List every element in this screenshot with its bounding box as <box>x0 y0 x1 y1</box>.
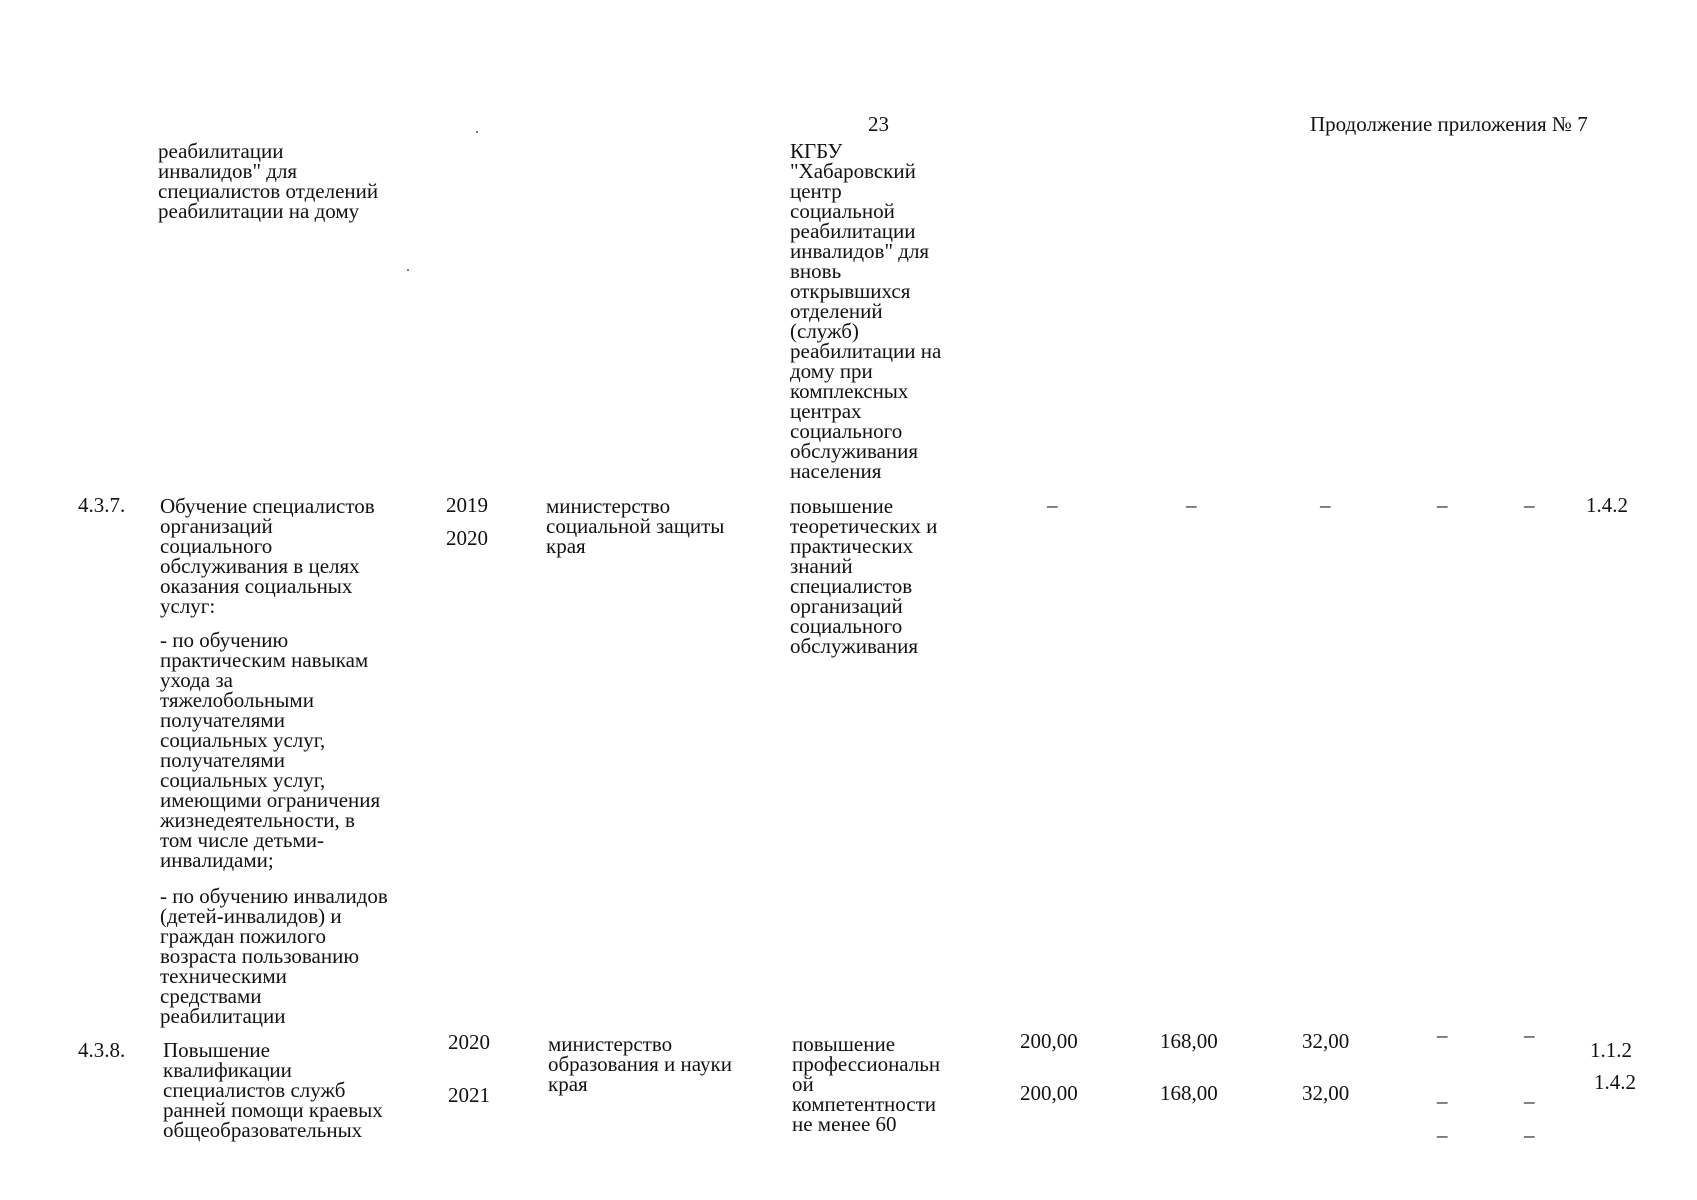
amount-total-2020: 200,00 <box>1020 1029 1078 1053</box>
scan-speck <box>407 269 409 271</box>
row-name-item2: - по обучению инвалидов (детей-инвалидов) и граждан пожилого возраста пользованию техническими средствами реабилитации <box>160 884 388 1028</box>
row-executor: министерство социальной защиты края <box>546 494 725 558</box>
row-amount-local: – <box>1437 493 1448 517</box>
row-result: повышение теоретических и практических знаний специалистов организаций социального обслуживания <box>790 494 938 658</box>
scan-speck <box>476 131 478 133</box>
row-amount-other: – <box>1524 493 1535 517</box>
amount-other-2021: – <box>1524 1089 1535 1113</box>
row-name: Повышение квалификации специалистов служб ранней помощи краевых общеобразовательных <box>163 1038 383 1142</box>
amount-other-2020: – <box>1524 1023 1535 1047</box>
row-amount-regional: – <box>1320 493 1331 517</box>
row-executor: министерство образования и науки края <box>548 1032 732 1096</box>
row-indicator-2: 1.4.2 <box>1594 1070 1636 1094</box>
row-number: 4.3.7. <box>78 493 126 517</box>
top-result-tail: КГБУ "Хабаровский центр социальной реабилитации инвалидов" для вновь открывшихся отделений (служб) реабилитации на дому при комплексных центрах социального обслуживания населения <box>790 139 942 483</box>
amount-local-2021: – <box>1437 1089 1448 1113</box>
top-name-tail: реабилитации инвалидов" для специалистов отделений реабилитации на дому <box>158 139 379 223</box>
row-amount-total: – <box>1047 493 1058 517</box>
row-result: повышение профессиональн ой компетентности не менее 60 <box>792 1032 941 1136</box>
amount-total-2021: 200,00 <box>1020 1081 1078 1105</box>
row-year-start: 2020 <box>448 1030 490 1054</box>
row-number: 4.3.8. <box>78 1038 126 1062</box>
page-number: 23 <box>868 112 889 136</box>
amount-regional-2021: 32,00 <box>1302 1081 1350 1105</box>
extra-dash-other: – <box>1524 1123 1535 1147</box>
amount-federal-2021: 168,00 <box>1160 1081 1218 1105</box>
continuation-label: Продолжение приложения № 7 <box>1310 112 1588 136</box>
extra-dash-local: – <box>1437 1123 1448 1147</box>
row-year-end: 2020 <box>446 526 488 550</box>
row-year-end: 2021 <box>448 1083 490 1107</box>
row-amount-federal: – <box>1186 493 1197 517</box>
row-name-intro: Обучение специалистов организаций социального обслуживания в целях оказания социальных услуг: <box>160 494 375 618</box>
row-name-item1: - по обучению практическим навыкам ухода за тяжелобольными получателями социальных услуг, получателями социальных услуг, имеющими ограничения жизнедеятельности, в том числе детьми- инвалидами; <box>160 628 381 872</box>
amount-federal-2020: 168,00 <box>1160 1029 1218 1053</box>
amount-local-2020: – <box>1437 1023 1448 1047</box>
row-year-start: 2019 <box>446 493 488 517</box>
amount-regional-2020: 32,00 <box>1302 1029 1350 1053</box>
row-indicator: 1.4.2 <box>1586 493 1628 517</box>
row-indicator-1: 1.1.2 <box>1590 1038 1632 1062</box>
